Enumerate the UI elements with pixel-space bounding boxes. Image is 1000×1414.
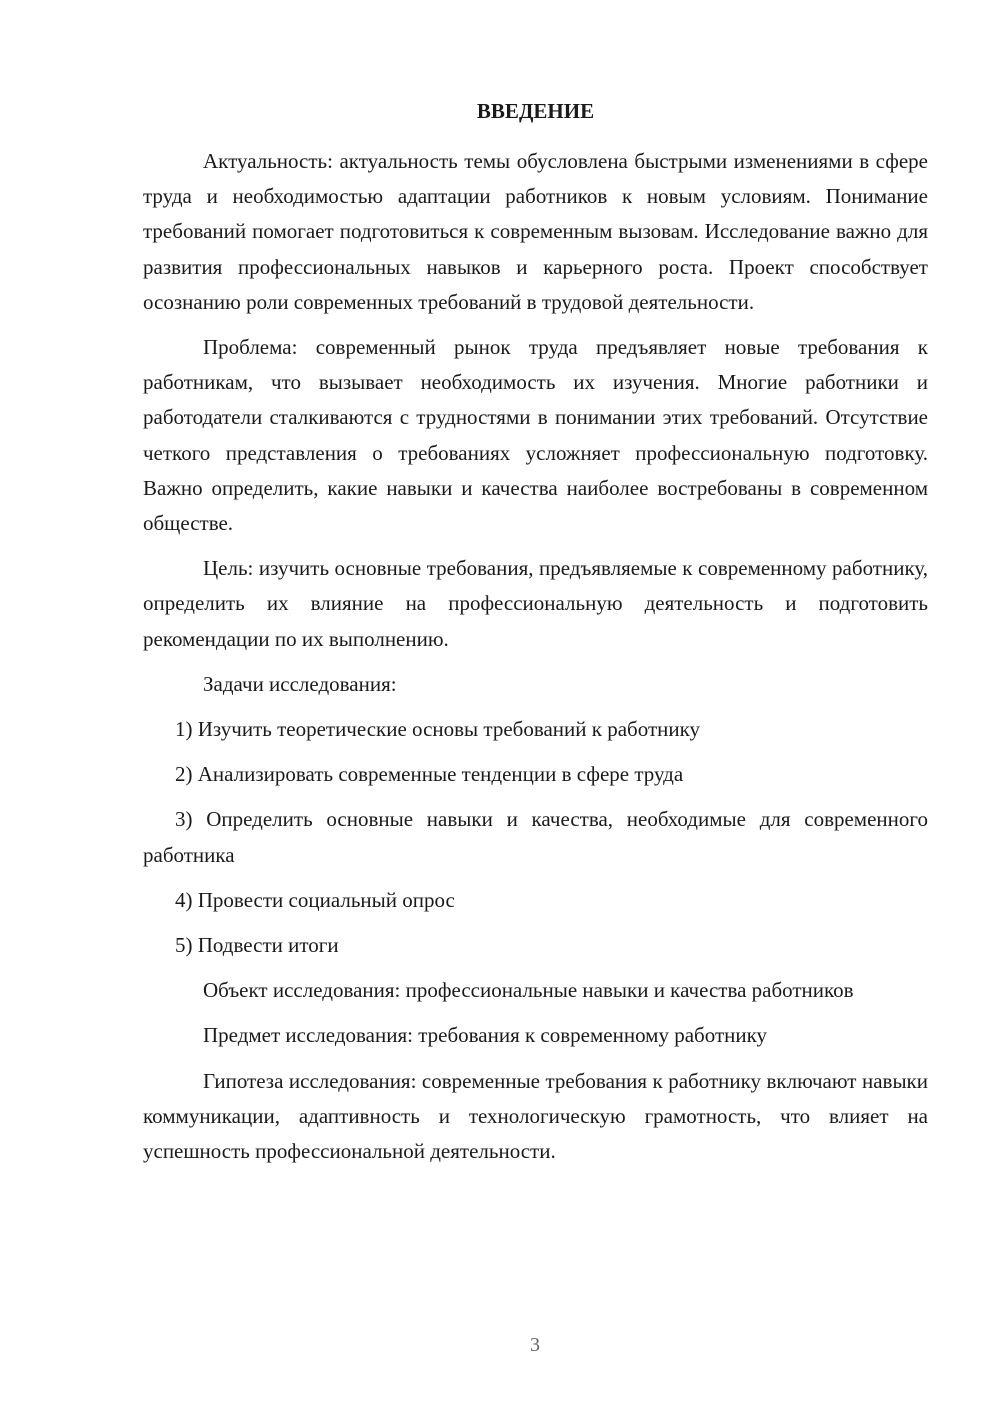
page-content	[143, 96, 928, 1169]
tasks-title: Задачи исследования:	[203, 671, 397, 696]
paragraph-subject: Предмет исследования: требования к современному работнику	[203, 1023, 768, 1048]
paragraph-hypothesis: Гипотеза исследования: современные требования к работнику включают навыки коммуникации, адаптивность и технологическую грамотность, что влияет на успешность профессиональной деятельности.	[143, 1068, 928, 1164]
paragraph-problem: Проблема: современный рынок труда предъявляет новые требования к работникам, что вызывает необходимость их изучения. Многие работники и работодатели сталкиваются с трудностями в понимании этих требований. Отсутствие четкого представления о требованиях усложняет профессиональную подготовку. Важно определить, какие навыки и качества наиболее востребованы в современном обществе.	[143, 335, 928, 536]
task-item: 4) Провести социальный опрос	[175, 887, 455, 912]
paragraph-object: Объект исследования: профессиональные навыки и качества работников	[203, 978, 854, 1003]
task-item: 5) Подвести итоги	[175, 933, 339, 958]
paragraph-relevance: Актуальность: актуальность темы обусловлена быстрыми изменениями в сфере труда и необходимостью адаптации работников к новым условиям. Понимание требований помогает подготовиться к современным вызовам. Исследование важно для развития профессиональных навыков и карьерного роста. Проект способствует осознанию роли современных требований в трудовой деятельности.	[143, 149, 928, 314]
paragraph-goal: Цель: изучить основные требования, предъявляемые к современному работнику, определить их влияние на профессиональную деятельность и подготовить рекомендации по их выполнению.	[143, 556, 928, 651]
task-item: 3) Определить основные навыки и качества, необходимые для современного работника	[143, 807, 928, 867]
task-item: 1) Изучить теоретические основы требований к работнику	[175, 717, 700, 742]
section-heading: ВВЕДЕНИЕ	[476, 99, 595, 123]
page-number: 3	[530, 1334, 540, 1356]
task-item: 2) Анализировать современные тенденции в сфере труда	[175, 762, 684, 787]
